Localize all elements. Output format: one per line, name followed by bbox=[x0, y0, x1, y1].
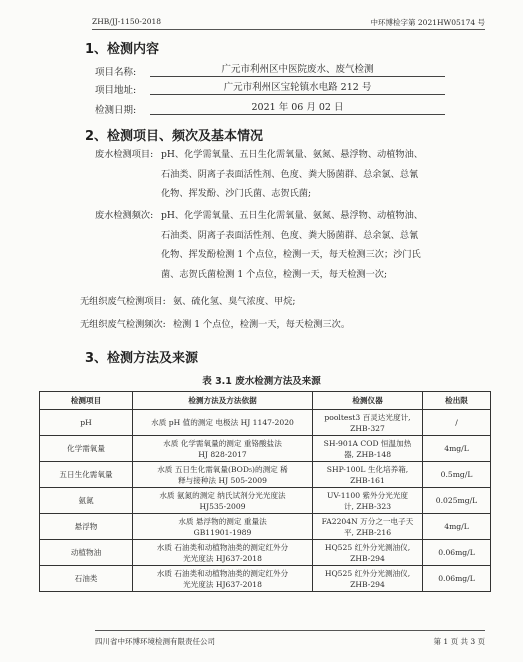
instrument-line: ZHB-161 bbox=[350, 475, 385, 485]
project-address-row bbox=[95, 82, 485, 96]
report-number: 中环博检字第 2021HW05174 号 bbox=[370, 18, 485, 27]
item-cell: 悬浮物 bbox=[40, 514, 133, 540]
paragraph-line: 石油类、阴离子表面活性剂、色度、粪大肠菌群、总余氯、总氰 bbox=[161, 229, 419, 241]
instrument-cell bbox=[313, 566, 423, 592]
gas-items-paragraph bbox=[80, 292, 500, 312]
paragraph-line: 化物、挥发酚、沙门氏菌、志贺氏菌; bbox=[161, 188, 312, 200]
limit-cell: 4mg/L bbox=[423, 514, 491, 540]
field-value: 2021 年 06 月 02 日 bbox=[150, 102, 445, 115]
item-cell: 动植物油 bbox=[40, 540, 133, 566]
paragraph-label: 无组织废气检测项目: bbox=[80, 296, 166, 307]
instrument-line: 计, ZHB-323 bbox=[343, 501, 392, 511]
method-line: 水质 pH 值的测定 电极法 HJ 1147-2020 bbox=[151, 418, 294, 427]
page-footer bbox=[95, 630, 485, 646]
page-header bbox=[92, 17, 485, 30]
paragraph-line: 菌、志贺氏菌检测 1 个点位，检测一天，每天检测一次; bbox=[161, 268, 388, 280]
instrument-line: SH-901A COD 恒温加热 bbox=[323, 438, 412, 448]
method-line: 水质 石油类和动植物油类的测定红外分 bbox=[156, 568, 289, 578]
method-line: 水质 氨氮的测定 纳氏试剂分光光度法 bbox=[159, 490, 286, 500]
instrument-cell bbox=[313, 436, 423, 462]
instrument-line: HQ525 红外分光测油仪, bbox=[324, 568, 411, 578]
paragraph-label: 无组织废气检测频次: bbox=[80, 319, 166, 330]
field-label: 检测日期: bbox=[95, 105, 137, 116]
paragraph-line: 石油类、阴离子表面活性剂、色度、粪大肠菌群、总余氯、总氰 bbox=[161, 168, 419, 180]
table-caption: 表 3.1 废水检测方法及来源 bbox=[202, 376, 321, 387]
item-cell: 化学需氧量 bbox=[40, 436, 133, 462]
item-cell: pH bbox=[40, 410, 133, 436]
table-row bbox=[40, 566, 491, 592]
paragraph-text: 检测 1 个点位，检测一天，每天检测三次。 bbox=[173, 319, 351, 330]
section3-title: 3、检测方法及来源 bbox=[85, 351, 199, 366]
gas-frequency-paragraph bbox=[80, 315, 500, 335]
limit-cell: 0.025mg/L bbox=[423, 488, 491, 514]
instrument-line: SHP-100L 生化培养箱, bbox=[326, 464, 409, 474]
doc-code: ZHB/JJ-1150-2018 bbox=[92, 17, 162, 26]
column-header: 检测方法及方法依据 bbox=[133, 392, 313, 410]
instrument-line: 平, ZHB-216 bbox=[343, 527, 392, 537]
method-line: 释与接种法 HJ 505-2009 bbox=[178, 475, 267, 485]
column-header: 检出限 bbox=[423, 392, 491, 410]
method-line: 水质 石油类和动植物油类的测定红外分 bbox=[156, 542, 289, 552]
company-name: 四川省中环博环境检测有限责任公司 bbox=[95, 637, 215, 646]
method-cell bbox=[133, 514, 313, 540]
method-line: HJ 828-2017 bbox=[198, 449, 247, 459]
instrument-line: FA2204N 万分之一电子天 bbox=[321, 516, 414, 526]
field-value: 广元市利州区中医院废水、废气检测 bbox=[150, 64, 445, 77]
instrument-cell bbox=[313, 488, 423, 514]
method-cell bbox=[133, 462, 313, 488]
method-line: GB11901-1989 bbox=[193, 527, 252, 537]
table-header-row bbox=[40, 392, 491, 410]
methods-table bbox=[39, 391, 491, 592]
limit-cell: / bbox=[423, 410, 491, 436]
field-label: 项目名称: bbox=[95, 67, 137, 78]
section1-title: 1、检测内容 bbox=[85, 42, 160, 57]
table-row bbox=[40, 540, 491, 566]
instrument-line: ZHB-327 bbox=[350, 423, 385, 433]
table-row bbox=[40, 514, 491, 540]
method-line: 水质 化学需氧量的测定 重铬酸盐法 bbox=[163, 438, 282, 448]
item-cell: 五日生化需氧量 bbox=[40, 462, 133, 488]
table-row bbox=[40, 436, 491, 462]
method-line: 水质 五日生化需氧量(BOD₅)的测定 稀 bbox=[157, 464, 288, 474]
field-label: 项目地址: bbox=[95, 85, 137, 96]
limit-cell: 4mg/L bbox=[423, 436, 491, 462]
paragraph-line: pH、化学需氧量、五日生化需氧量、氨氮、悬浮物、动植物油、 bbox=[161, 210, 423, 221]
paragraph-line: 化物、挥发酚检测 1 个点位，检测一天，每天检测三次；沙门氏 bbox=[161, 249, 421, 261]
method-line: HJ535-2009 bbox=[199, 501, 246, 511]
page-number: 第 1 页 共 3 页 bbox=[433, 637, 485, 646]
limit-cell: 0.5mg/L bbox=[423, 462, 491, 488]
instrument-cell bbox=[313, 540, 423, 566]
method-line: 光光度法 HJ637-2018 bbox=[183, 553, 262, 563]
water-frequency-paragraph bbox=[95, 206, 495, 286]
method-cell bbox=[133, 540, 313, 566]
instrument-line: ZHB-294 bbox=[350, 553, 385, 563]
table-row bbox=[40, 462, 491, 488]
paragraph-label: 废水检测频次: bbox=[95, 210, 154, 221]
table-row bbox=[40, 488, 491, 514]
project-name-row bbox=[95, 64, 485, 78]
method-line: 水质 悬浮物的测定 重量法 bbox=[178, 516, 267, 526]
field-value: 广元市利州区宝轮镇水电路 212 号 bbox=[150, 82, 445, 95]
method-cell bbox=[133, 410, 313, 436]
item-cell: 石油类 bbox=[40, 566, 133, 592]
detection-date-row bbox=[95, 102, 485, 116]
instrument-cell bbox=[313, 410, 423, 436]
paragraph-line: pH、化学需氧量、五日生化需氧量、氨氮、悬浮物、动植物油、 bbox=[161, 149, 423, 160]
method-cell bbox=[133, 436, 313, 462]
water-items-paragraph bbox=[95, 145, 495, 205]
instrument-line: pooltest3 百灵达光度计, bbox=[324, 412, 411, 422]
instrument-line: HQ525 红外分光测油仪, bbox=[324, 542, 411, 552]
instrument-cell bbox=[313, 514, 423, 540]
paragraph-text: 氨、硫化氢、臭气浓度、甲烷; bbox=[173, 296, 296, 307]
instrument-cell bbox=[313, 462, 423, 488]
limit-cell: 0.06mg/L bbox=[423, 566, 491, 592]
instrument-line: 器, ZHB-148 bbox=[343, 449, 392, 459]
item-cell: 氨氮 bbox=[40, 488, 133, 514]
method-cell bbox=[133, 566, 313, 592]
instrument-line: ZHB-294 bbox=[350, 579, 385, 589]
method-cell bbox=[133, 488, 313, 514]
section2-title: 2、检测项目、频次及基本情况 bbox=[85, 129, 264, 144]
method-line: 光光度法 HJ637-2018 bbox=[183, 579, 262, 589]
instrument-line: UV-1100 紫外分光光度 bbox=[326, 490, 409, 500]
limit-cell: 0.06mg/L bbox=[423, 540, 491, 566]
column-header: 检测项目 bbox=[40, 392, 133, 410]
table-row bbox=[40, 410, 491, 436]
column-header: 检测仪器 bbox=[313, 392, 423, 410]
paragraph-label: 废水检测项目: bbox=[95, 149, 154, 160]
